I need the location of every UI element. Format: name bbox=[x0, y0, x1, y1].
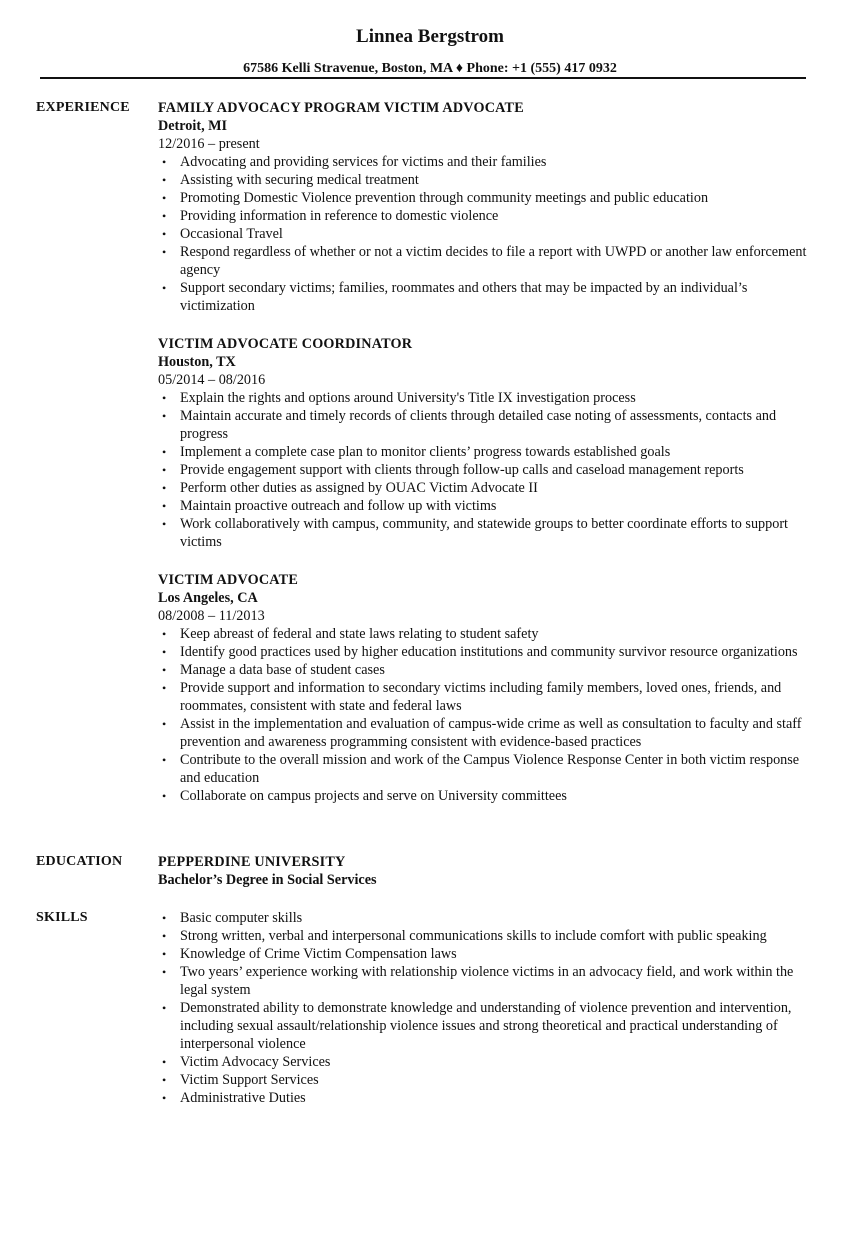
list-item: • Explain the rights and options around University's Title IX investigation process bbox=[162, 390, 636, 406]
bullet-icon: • bbox=[162, 445, 167, 459]
bullet-icon: • bbox=[162, 245, 167, 259]
job-location: Los Angeles, CA bbox=[158, 590, 258, 606]
bullet-icon: • bbox=[162, 481, 167, 495]
bullet-icon: • bbox=[162, 281, 167, 295]
header-divider bbox=[40, 77, 806, 79]
skills-list bbox=[158, 909, 810, 1107]
list-item: • Perform other duties as assigned by OUAC Victim Advocate II bbox=[162, 480, 538, 496]
list-item: • Victim Advocacy Services bbox=[162, 1054, 331, 1070]
list-item: • Basic computer skills bbox=[162, 910, 303, 926]
education-entry bbox=[158, 853, 810, 889]
experience-list bbox=[158, 99, 810, 825]
list-item: • Maintain accurate and timely records of clients through detailed case noting of assessments, contacts and progress bbox=[162, 408, 777, 442]
degree-name: Bachelor’s Degree in Social Services bbox=[158, 872, 377, 888]
list-item: • Collaborate on campus projects and serve on University committees bbox=[162, 788, 567, 804]
list-item: • Manage a data base of student cases bbox=[162, 662, 385, 678]
candidate-name: Linnea Bergstrom bbox=[356, 26, 504, 47]
job-location: Detroit, MI bbox=[158, 118, 228, 134]
bullet-icon: • bbox=[162, 1073, 167, 1087]
bullet-icon: • bbox=[162, 911, 167, 925]
bullet-icon: • bbox=[162, 463, 167, 477]
list-item: • Respond regardless of whether or not a victim decides to file a report with UWPD or another law enforcement agency bbox=[162, 244, 807, 278]
bullet-icon: • bbox=[162, 499, 167, 513]
list-item: • Work collaboratively with campus, community, and statewide groups to better coordinate efforts to support victims bbox=[162, 516, 788, 550]
bullet-icon: • bbox=[162, 1091, 167, 1105]
bullet-icon: • bbox=[162, 209, 167, 223]
job-entry bbox=[158, 99, 810, 315]
resume-header bbox=[0, 24, 860, 78]
bullet-icon: • bbox=[162, 645, 167, 659]
bullet-icon: • bbox=[162, 409, 167, 423]
job-dates: 08/2008 – 11/2013 bbox=[158, 608, 265, 624]
section-title-skills: SKILLS bbox=[36, 910, 88, 925]
list-item: • Advocating and providing services for victims and their families bbox=[162, 154, 547, 170]
list-item: • Provide engagement support with clients through follow-up calls and caseload management reports bbox=[162, 462, 744, 478]
job-bullets bbox=[158, 389, 810, 551]
list-item: • Victim Support Services bbox=[162, 1072, 319, 1088]
job-dates: 05/2014 – 08/2016 bbox=[158, 372, 266, 388]
job-location: Houston, TX bbox=[158, 354, 236, 370]
list-item: • Assisting with securing medical treatment bbox=[162, 172, 419, 188]
bullet-icon: • bbox=[162, 789, 167, 803]
list-item: • Maintain proactive outreach and follow up with victims bbox=[162, 498, 497, 514]
list-item: • Two years’ experience working with relationship violence victims in an advocacy field, and work within the legal system bbox=[162, 964, 794, 998]
bullet-icon: • bbox=[162, 227, 167, 241]
section-title-education: EDUCATION bbox=[36, 854, 123, 869]
job-entry bbox=[158, 335, 810, 551]
list-item: • Administrative Duties bbox=[162, 1090, 306, 1106]
bullet-icon: • bbox=[162, 681, 167, 695]
bullet-icon: • bbox=[162, 1001, 167, 1015]
bullet-icon: • bbox=[162, 191, 167, 205]
school-name: PEPPERDINE UNIVERSITY bbox=[158, 854, 346, 870]
bullet-icon: • bbox=[162, 1055, 167, 1069]
list-item: • Strong written, verbal and interpersonal communications skills to include comfort with public speaking bbox=[162, 928, 767, 944]
list-item: • Occasional Travel bbox=[162, 226, 283, 242]
section-title-experience: EXPERIENCE bbox=[36, 100, 130, 115]
list-item: • Keep abreast of federal and state laws relating to student safety bbox=[162, 626, 539, 642]
list-item: • Assist in the implementation and evaluation of campus-wide crime as well as consultation to faculty and staff prevention and awareness programming consistent with evidence-based practices bbox=[162, 716, 802, 750]
bullet-icon: • bbox=[162, 155, 167, 169]
job-title: FAMILY ADVOCACY PROGRAM VICTIM ADVOCATE bbox=[158, 100, 524, 116]
bullet-icon: • bbox=[162, 929, 167, 943]
list-item: • Implement a complete case plan to monitor clients’ progress towards established goals bbox=[162, 444, 671, 460]
list-item: • Providing information in reference to domestic violence bbox=[162, 208, 499, 224]
bullet-icon: • bbox=[162, 965, 167, 979]
skills-list-wrap bbox=[158, 909, 810, 1107]
job-bullets bbox=[158, 625, 810, 805]
bullet-icon: • bbox=[162, 627, 167, 641]
job-entry bbox=[158, 571, 810, 805]
bullet-icon: • bbox=[162, 663, 167, 677]
job-title: VICTIM ADVOCATE bbox=[158, 572, 299, 588]
list-item: • Demonstrated ability to demonstrate knowledge and understanding of violence prevention and intervention, including sexual assault/relationship violence issues and strong theoretical and practical understanding of interpersonal violence bbox=[162, 1000, 792, 1052]
list-item: • Identify good practices used by higher education institutions and community survivor resource organizations bbox=[162, 644, 798, 660]
bullet-icon: • bbox=[162, 391, 167, 405]
list-item: • Promoting Domestic Violence prevention through community meetings and public education bbox=[162, 190, 709, 206]
contact-line: 67586 Kelli Stravenue, Boston, MA ♦ Phone: +1 (555) 417 0932 bbox=[243, 61, 617, 76]
job-dates: 12/2016 – present bbox=[158, 136, 260, 152]
bullet-icon: • bbox=[162, 517, 167, 531]
list-item: • Knowledge of Crime Victim Compensation laws bbox=[162, 946, 457, 962]
bullet-icon: • bbox=[162, 753, 167, 767]
bullet-icon: • bbox=[162, 173, 167, 187]
bullet-icon: • bbox=[162, 947, 167, 961]
job-title: VICTIM ADVOCATE COORDINATOR bbox=[158, 336, 413, 352]
bullet-icon: • bbox=[162, 717, 167, 731]
list-item: • Contribute to the overall mission and work of the Campus Violence Response Center in both victim response and education bbox=[162, 752, 800, 786]
list-item: • Support secondary victims; families, roommates and others that may be impacted by an individual’s victimization bbox=[162, 280, 748, 314]
list-item: • Provide support and information to secondary victims including family members, loved ones, friends, and roommates, consistent with state and federal laws bbox=[162, 680, 782, 714]
job-bullets bbox=[158, 153, 810, 315]
